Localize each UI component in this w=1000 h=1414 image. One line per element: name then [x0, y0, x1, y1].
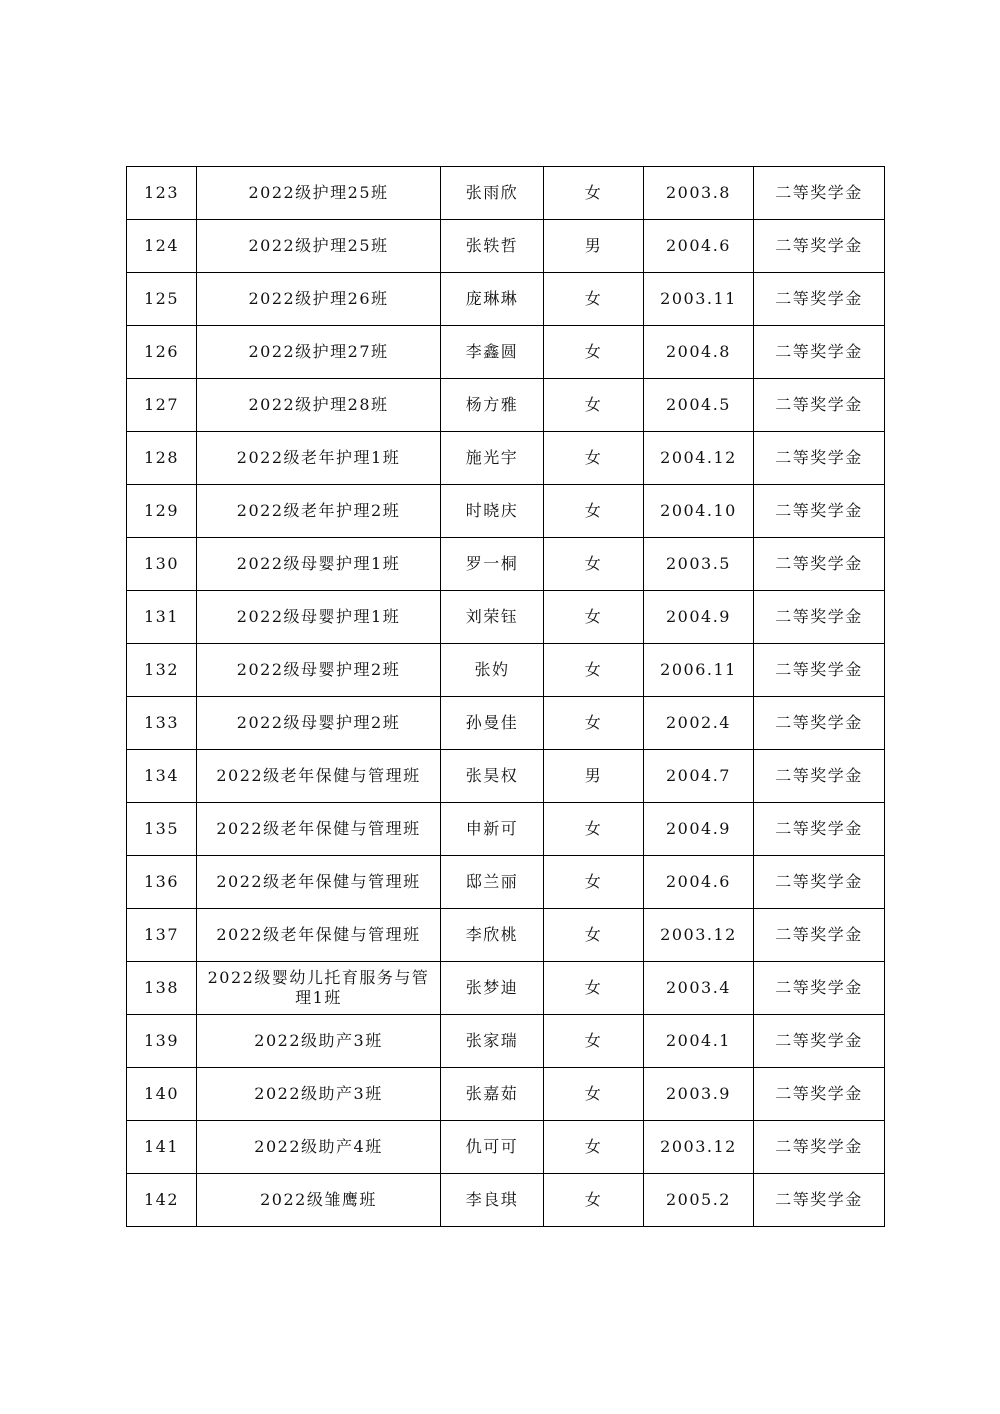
table-row	[127, 1121, 885, 1174]
award-level: 二等奖学金	[754, 644, 885, 697]
row-number: 135	[127, 803, 197, 856]
student-name: 张雨欣	[441, 167, 544, 220]
student-name: 张嘉茹	[441, 1068, 544, 1121]
student-name: 张妁	[441, 644, 544, 697]
table-row	[127, 591, 885, 644]
table-row	[127, 538, 885, 591]
table-row	[127, 326, 885, 379]
award-level: 二等奖学金	[754, 1015, 885, 1068]
birth-date: 2004.6	[644, 220, 754, 273]
gender: 女	[544, 803, 644, 856]
gender: 女	[544, 432, 644, 485]
class-name: 2022级护理27班	[197, 326, 441, 379]
birth-date: 2002.4	[644, 697, 754, 750]
class-name: 2022级老年护理1班	[197, 432, 441, 485]
table-row	[127, 379, 885, 432]
award-level: 二等奖学金	[754, 1068, 885, 1121]
student-name: 张家瑞	[441, 1015, 544, 1068]
birth-date: 2003.11	[644, 273, 754, 326]
gender: 男	[544, 750, 644, 803]
award-level: 二等奖学金	[754, 1174, 885, 1227]
award-level: 二等奖学金	[754, 1121, 885, 1174]
student-name: 庞琳琳	[441, 273, 544, 326]
award-level: 二等奖学金	[754, 591, 885, 644]
row-number: 138	[127, 962, 197, 1015]
table-row	[127, 803, 885, 856]
table-row	[127, 167, 885, 220]
award-level: 二等奖学金	[754, 909, 885, 962]
award-level: 二等奖学金	[754, 167, 885, 220]
row-number: 123	[127, 167, 197, 220]
row-number: 124	[127, 220, 197, 273]
class-name: 2022级雏鹰班	[197, 1174, 441, 1227]
gender: 女	[544, 538, 644, 591]
gender: 女	[544, 697, 644, 750]
award-level: 二等奖学金	[754, 803, 885, 856]
gender: 女	[544, 856, 644, 909]
gender: 女	[544, 1174, 644, 1227]
birth-date: 2003.12	[644, 909, 754, 962]
gender: 男	[544, 220, 644, 273]
student-name: 罗一桐	[441, 538, 544, 591]
gender: 女	[544, 644, 644, 697]
table-row	[127, 1068, 885, 1121]
award-level: 二等奖学金	[754, 856, 885, 909]
class-name: 2022级老年保健与管理班	[197, 909, 441, 962]
class-name: 2022级助产4班	[197, 1121, 441, 1174]
row-number: 141	[127, 1121, 197, 1174]
award-level: 二等奖学金	[754, 379, 885, 432]
class-name: 2022级老年护理2班	[197, 485, 441, 538]
row-number: 139	[127, 1015, 197, 1068]
row-number: 133	[127, 697, 197, 750]
class-name: 2022级老年保健与管理班	[197, 750, 441, 803]
award-level: 二等奖学金	[754, 273, 885, 326]
row-number: 130	[127, 538, 197, 591]
student-name: 施光宇	[441, 432, 544, 485]
gender: 女	[544, 962, 644, 1015]
student-name: 李良琪	[441, 1174, 544, 1227]
birth-date: 2003.4	[644, 962, 754, 1015]
gender: 女	[544, 1068, 644, 1121]
row-number: 142	[127, 1174, 197, 1227]
award-level: 二等奖学金	[754, 538, 885, 591]
class-name: 2022级婴幼儿托育服务与管理1班	[197, 962, 441, 1015]
table-row	[127, 1015, 885, 1068]
row-number: 132	[127, 644, 197, 697]
row-number: 128	[127, 432, 197, 485]
student-name: 申新可	[441, 803, 544, 856]
birth-date: 2004.5	[644, 379, 754, 432]
table-row	[127, 962, 885, 1015]
birth-date: 2005.2	[644, 1174, 754, 1227]
award-level: 二等奖学金	[754, 697, 885, 750]
student-name: 李欣桃	[441, 909, 544, 962]
gender: 女	[544, 591, 644, 644]
row-number: 126	[127, 326, 197, 379]
award-level: 二等奖学金	[754, 485, 885, 538]
class-name: 2022级母婴护理1班	[197, 591, 441, 644]
row-number: 137	[127, 909, 197, 962]
class-name: 2022级助产3班	[197, 1068, 441, 1121]
student-name: 杨方雅	[441, 379, 544, 432]
row-number: 140	[127, 1068, 197, 1121]
table-row	[127, 485, 885, 538]
table-row	[127, 1174, 885, 1227]
row-number: 125	[127, 273, 197, 326]
row-number: 131	[127, 591, 197, 644]
birth-date: 2003.8	[644, 167, 754, 220]
class-name: 2022级老年保健与管理班	[197, 856, 441, 909]
class-name: 2022级护理25班	[197, 220, 441, 273]
gender: 女	[544, 326, 644, 379]
birth-date: 2004.12	[644, 432, 754, 485]
student-name: 仇可可	[441, 1121, 544, 1174]
table-row	[127, 273, 885, 326]
award-level: 二等奖学金	[754, 750, 885, 803]
gender: 女	[544, 1121, 644, 1174]
class-name: 2022级母婴护理2班	[197, 697, 441, 750]
student-name: 邸兰丽	[441, 856, 544, 909]
row-number: 129	[127, 485, 197, 538]
award-level: 二等奖学金	[754, 220, 885, 273]
student-name: 张梦迪	[441, 962, 544, 1015]
table-row	[127, 432, 885, 485]
birth-date: 2004.1	[644, 1015, 754, 1068]
birth-date: 2004.6	[644, 856, 754, 909]
student-name: 刘荣钰	[441, 591, 544, 644]
birth-date: 2004.8	[644, 326, 754, 379]
gender: 女	[544, 1015, 644, 1068]
row-number: 136	[127, 856, 197, 909]
row-number: 134	[127, 750, 197, 803]
student-name: 张轶哲	[441, 220, 544, 273]
table-row	[127, 750, 885, 803]
birth-date: 2003.5	[644, 538, 754, 591]
birth-date: 2004.10	[644, 485, 754, 538]
student-name: 孙曼佳	[441, 697, 544, 750]
table-row	[127, 220, 885, 273]
birth-date: 2004.9	[644, 803, 754, 856]
table-row	[127, 697, 885, 750]
birth-date: 2004.9	[644, 591, 754, 644]
table-row	[127, 909, 885, 962]
gender: 女	[544, 909, 644, 962]
scholarship-table	[126, 166, 885, 1227]
gender: 女	[544, 167, 644, 220]
student-name: 张昊权	[441, 750, 544, 803]
table-row	[127, 856, 885, 909]
birth-date: 2006.11	[644, 644, 754, 697]
table-body	[127, 167, 885, 1227]
birth-date: 2003.12	[644, 1121, 754, 1174]
class-name: 2022级母婴护理1班	[197, 538, 441, 591]
class-name: 2022级护理26班	[197, 273, 441, 326]
student-name: 时晓庆	[441, 485, 544, 538]
table-row	[127, 644, 885, 697]
gender: 女	[544, 273, 644, 326]
class-name: 2022级母婴护理2班	[197, 644, 441, 697]
gender: 女	[544, 485, 644, 538]
class-name: 2022级助产3班	[197, 1015, 441, 1068]
birth-date: 2003.9	[644, 1068, 754, 1121]
gender: 女	[544, 379, 644, 432]
class-name: 2022级老年保健与管理班	[197, 803, 441, 856]
row-number: 127	[127, 379, 197, 432]
class-name: 2022级护理28班	[197, 379, 441, 432]
student-name: 李鑫圆	[441, 326, 544, 379]
birth-date: 2004.7	[644, 750, 754, 803]
class-name: 2022级护理25班	[197, 167, 441, 220]
award-level: 二等奖学金	[754, 432, 885, 485]
award-level: 二等奖学金	[754, 962, 885, 1015]
award-level: 二等奖学金	[754, 326, 885, 379]
